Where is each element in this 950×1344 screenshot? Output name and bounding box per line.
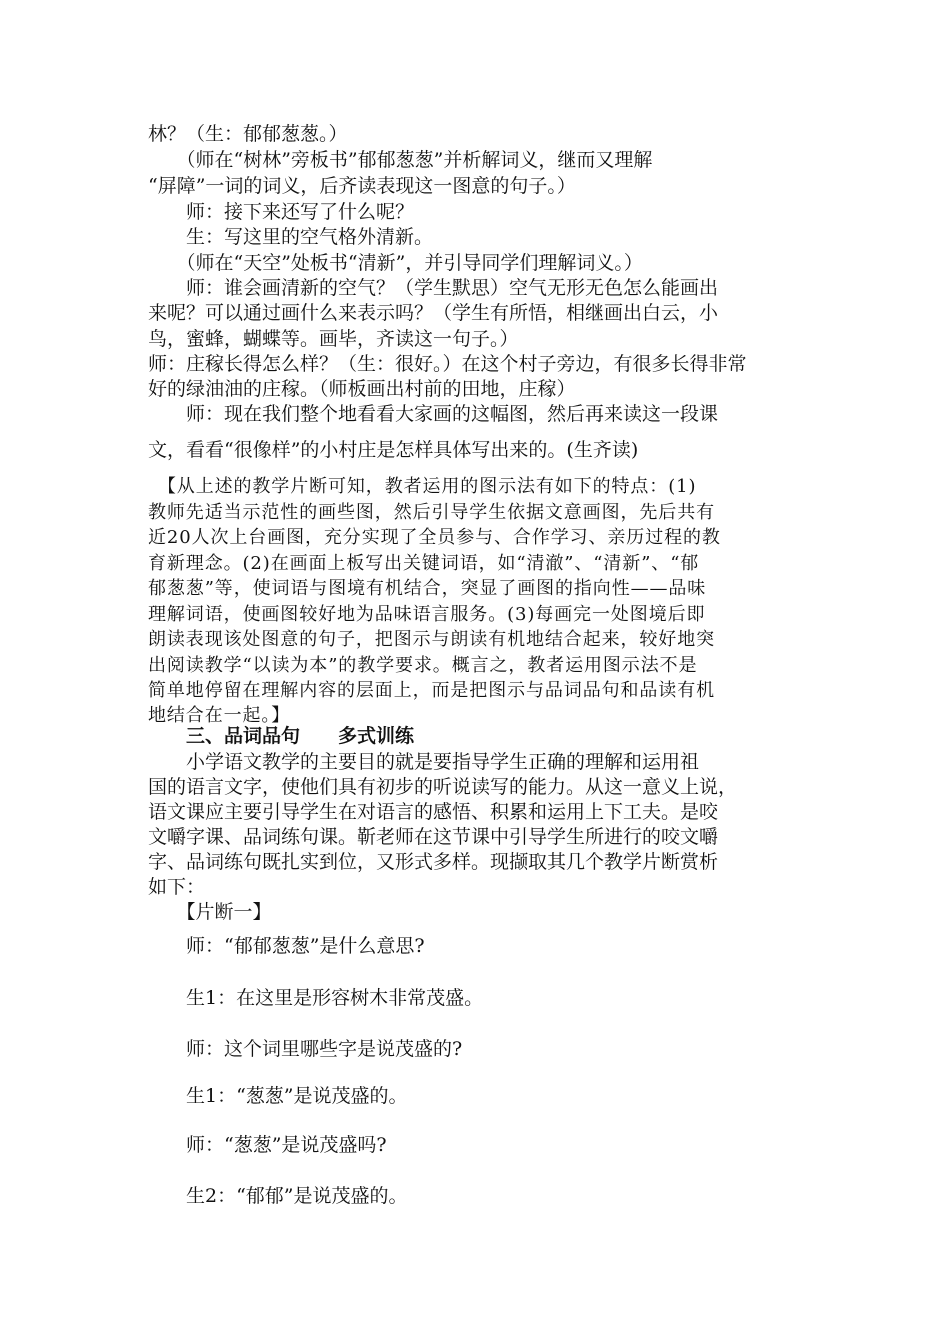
comment-line: 育新理念。(2)在画面上板写出关键词语，如“清澈”、“清新”、“郁 [148, 553, 700, 574]
text-line: 师：庄稼长得怎么样？（生：很好。）在这个村子旁边，有很多长得非常 [148, 353, 747, 375]
text-line: 生：写这里的空气格外清新。 [148, 226, 434, 248]
text-line: 师：接下来还写了什么呢？ [148, 201, 415, 223]
dialog-line: 师：这个词里哪些字是说茂盛的? [148, 1038, 463, 1060]
text-line: 鸟，蜜蜂，蝴蝶等。画毕，齐读这一句子。） [148, 328, 519, 350]
dialog-line: 师：“葱葱”是说茂盛吗? [148, 1134, 387, 1156]
dialog-line: 生1：“葱葱”是说茂盛的。 [148, 1085, 408, 1107]
text-line: 师：现在我们整个地看看大家画的这幅图，然后再来读这一段课 [148, 403, 719, 425]
comment-line: 简单地停留在理解内容的层面上，而是把图示与品词品句和品读有机 [148, 680, 715, 701]
text-line: 来呢？可以通过画什么来表示吗？（学生有所悟，相继画出白云，小 [148, 302, 719, 324]
comment-line: 地结合在一起。】 [148, 705, 291, 726]
comment-line: 近20人次上台画图，充分实现了全员参与、合作学习、亲历过程的教 [148, 527, 721, 548]
text-line: （师在“树林”旁板书”郁郁葱葱”并析解词义，继而又理解 [148, 149, 653, 171]
text-line: 文，看看“很像样”的小村庄是怎样具体写出来的。(生齐读) [148, 439, 639, 461]
dialog-line: 生2：“郁郁”是说茂盛的。 [148, 1185, 408, 1207]
comment-line: 教师先适当示范性的画些图，然后引导学生依据文意画图，先后共有 [148, 502, 715, 523]
fragment-label: 【片断一】 [148, 901, 272, 923]
text-line: “屏障”一词的词义，后齐读表现这一图意的句子。） [148, 175, 576, 197]
text-line: 师：谁会画清新的空气？（学生默思）空气无形无色怎么能画出 [148, 277, 719, 299]
text-line: 林？（生：郁郁葱葱。） [148, 123, 348, 145]
text-line: 小学语文教学的主要目的就是要指导学生正确的理解和运用祖 [148, 751, 700, 773]
dialog-line: 生1：在这里是形容树木非常茂盛。 [148, 987, 484, 1009]
text-line: 字、品词练句既扎实到位，又形式多样。现撷取其几个教学片断赏析 [148, 851, 719, 873]
text-line: 语文课应主要引导学生在对语言的感悟、积累和运用上下工夫。是咬 [148, 801, 719, 823]
text-line: 文嚼字课、品词练句课。靳老师在这节课中引导学生所进行的咬文嚼 [148, 826, 719, 848]
text-line: （师在“天空”处板书“清新”，并引导同学们理解词义。） [148, 252, 643, 274]
comment-line: 【从上述的教学片断可知，教者运用的图示法有如下的特点：(1) [148, 476, 697, 497]
comment-line: 理解词语，使画图较好地为品味语言服务。(3)每画完一处图境后即 [148, 604, 706, 625]
text-line: 好的绿油油的庄稼。（师板画出村前的田地，庄稼） [148, 378, 576, 400]
section-heading: 三、品词品句 多式训练 [148, 725, 415, 747]
dialog-line: 师：“郁郁葱葱”是什么意思? [148, 935, 425, 957]
comment-line: 出阅读教学“以读为本”的教学要求。概言之，教者运用图示法不是 [148, 655, 698, 676]
text-line: 国的语言文字，使他们具有初步的听说读写的能力。从这一意义上说， [148, 776, 738, 798]
comment-line: 朗读表现该处图意的句子，把图示与朗读有机地结合起来，较好地突 [148, 629, 715, 650]
text-line: 如下： [148, 876, 206, 898]
comment-line: 郁葱葱”等，使词语与图境有机结合，突显了画图的指向性——品味 [148, 578, 707, 599]
